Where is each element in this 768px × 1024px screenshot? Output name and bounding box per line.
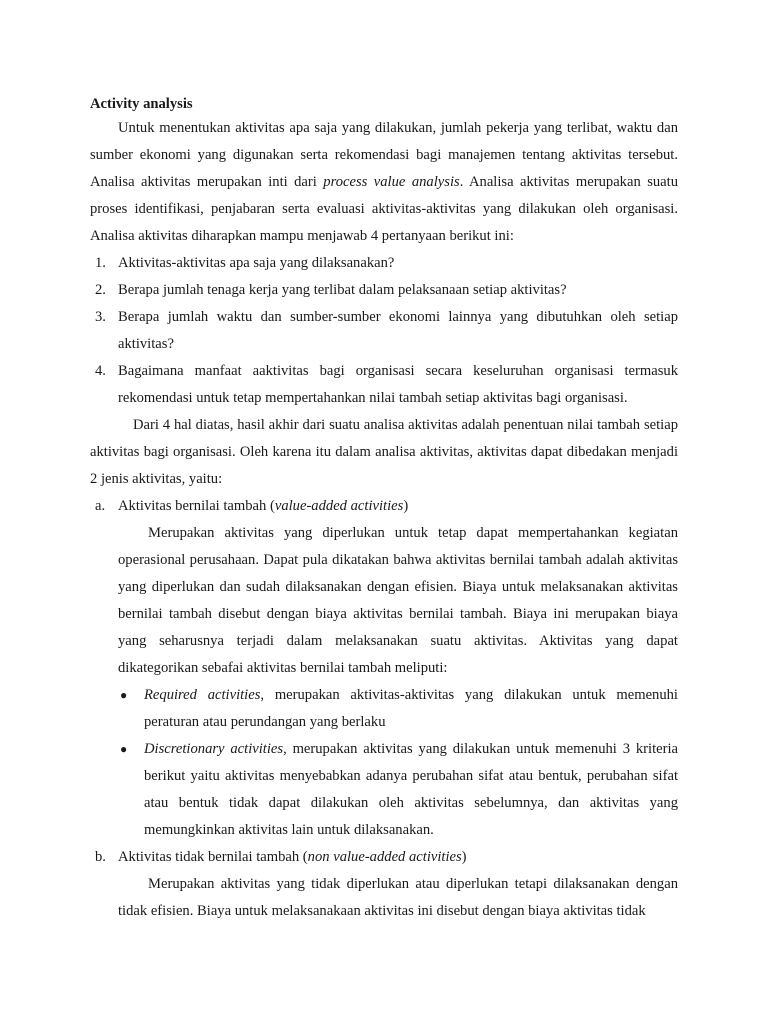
intro-paragraph	[90, 115, 678, 250]
question-text: Bagaimana manfaat aaktivitas bagi organisasi secara keseluruhan organisasi termasuk rekomendasi untuk tetap mempertahankan nilai tambah setiap aktivitas bagi organisasi.	[118, 363, 678, 406]
section-a-italic-term: value-added activities	[274, 498, 404, 514]
section-b-body: Merupakan aktivitas yang tidak diperlukan atau diperlukan tetapi dilaksanakan dengan tidak efisien. Biaya untuk melaksanakaan aktivitas ini disebut dengan biaya aktivitas tidak	[118, 876, 678, 919]
intro-text-2: . Analisa aktivitas merupakan suatu proses identifikasi, penjabaran serta evaluasi aktivitas-aktivitas yang dilakukan oleh organisasi. Analisa aktivitas diharapkan mampu menjawab 4 pertanyaan berikut ini:	[90, 174, 679, 244]
summary-paragraph: Dari 4 hal diatas, hasil akhir dari suatu analisa aktivitas adalah penentuan nilai tambah setiap aktivitas bagi organisasi. Oleh karena itu dalam analisa aktivitas, aktivitas dapat dibedakan menjadi 2 jenis aktivitas, yaitu:	[90, 417, 678, 487]
question-item	[90, 304, 678, 358]
bullet-italic-term: Required activities	[144, 687, 261, 703]
bullet-item	[120, 736, 678, 844]
question-item	[90, 358, 678, 412]
section-a-marker: a.	[95, 498, 106, 514]
question-number: 4.	[95, 363, 106, 379]
question-number: 1.	[95, 255, 106, 271]
question-text: Berapa jumlah waktu dan sumber-sumber ekonomi lainnya yang dibutuhkan oleh setiap aktivitas?	[118, 309, 678, 352]
section-a-title-text: Aktivitas bernilai tambah (	[118, 498, 275, 514]
intro-italic-term: process value analysis	[323, 174, 460, 190]
bullet-dot-icon: ●	[120, 742, 128, 756]
bullet-italic-term: Discretionary activities	[144, 741, 284, 757]
bullet-text: , merupakan aktivitas yang dilakukan untuk memenuhi 3 kriteria berikut yaitu aktivitas menyebabkan adanya perubahan sifat atau bentuk, perubahan sifat atau bentuk tidak dapat dilakukan oleh aktivitas sebelumnya, dan aktivitas yang memungkinkan aktivitas lain untuk dilaksanakan.	[144, 741, 678, 838]
question-text: Aktivitas-aktivitas apa saja yang dilaksanakan?	[118, 255, 395, 271]
section-b-title	[90, 844, 678, 871]
bullet-text: , merupakan aktivitas-aktivitas yang dilakukan untuk memenuhi peraturan atau perundangan yang berlaku	[144, 687, 678, 730]
section-a-body: Merupakan aktivitas yang diperlukan untuk tetap dapat mempertahankan kegiatan operasional perusahaan. Dapat pula dikatakan bahwa aktivitas bernilai tambah adalah aktivitas yang diperlukan dan sudah dilaksanakan dengan efisien. Biaya untuk melaksanakan aktivitas bernilai tambah disebut dengan biaya aktivitas bernilai tambah. Biaya ini merupakan biaya yang seharusnya terjadi dalam melaksanakan suatu aktivitas. Aktivitas yang dapat dikategorikan sebafai aktivitas bernilai tambah meliputi:	[118, 525, 678, 676]
section-a-body-wrap	[90, 520, 678, 682]
question-number: 3.	[95, 309, 106, 325]
section-heading: Activity analysis	[90, 96, 193, 112]
section-b-body-wrap	[90, 871, 678, 925]
question-number: 2.	[95, 282, 106, 298]
intro-text-1: Untuk menentukan aktivitas apa saja yang dilakukan, jumlah pekerja yang terlibat, waktu dan sumber ekonomi yang digunakan serta rekomendasi bagi manajemen tentang aktivitas tersebut. Analisa aktivitas merupakan inti dari	[90, 120, 678, 190]
question-item	[90, 277, 678, 304]
question-text: Berapa jumlah tenaga kerja yang terlibat dalam pelaksanaan setiap aktivitas?	[118, 282, 567, 298]
section-b-title-text: Aktivitas tidak bernilai tambah (	[118, 849, 308, 865]
bullet-dot-icon: ●	[120, 688, 128, 702]
section-b-italic-term: non value-added activities	[307, 849, 462, 865]
question-item	[90, 250, 678, 277]
section-b-title-close: )	[461, 849, 467, 865]
value-added-bullet-list	[90, 682, 678, 844]
question-list	[90, 250, 678, 412]
section-b-marker: b.	[95, 849, 106, 865]
bullet-item	[120, 682, 678, 736]
section-a-title-close: )	[403, 498, 409, 514]
section-a-title	[90, 493, 678, 520]
